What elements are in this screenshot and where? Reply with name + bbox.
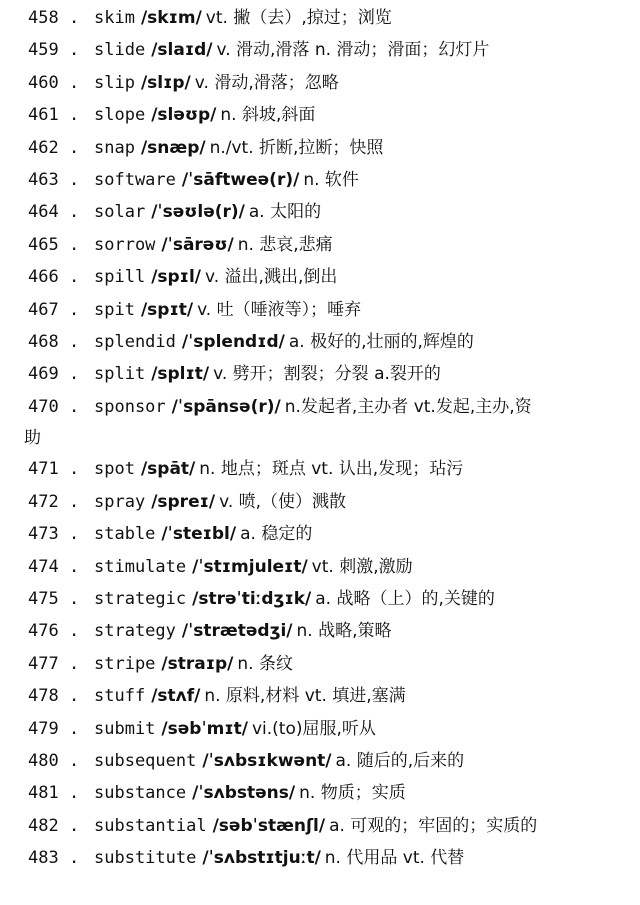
entry-word: stuff xyxy=(94,686,146,707)
vocab-entry-479 xyxy=(0,713,640,745)
vocab-entry-474 xyxy=(0,551,640,583)
vocab-entry-460 xyxy=(0,67,640,99)
vocab-entry-475 xyxy=(0,583,640,615)
entry-definition: vt. 刺激,激励 xyxy=(311,556,413,577)
entry-number: 478 . xyxy=(28,686,80,707)
entry-word: slip xyxy=(94,72,135,93)
vocab-entry-483 xyxy=(0,842,640,874)
vocab-entry-468 xyxy=(0,326,640,358)
entry-definition: vi.(to)屈服,听从 xyxy=(251,718,376,739)
entry-word: split xyxy=(94,364,146,385)
entry-definition: v. 滑动,滑落 n. 滑动；滑面；幻灯片 xyxy=(216,40,490,61)
entry-phonetic: /ˈstrætədʒi/ xyxy=(181,621,293,642)
entry-definition: n. 原料,材料 vt. 填进,塞满 xyxy=(204,686,406,707)
entry-number: 470 . xyxy=(28,396,80,417)
entry-phonetic: /ˈsʌbsɪkwənt/ xyxy=(202,750,332,771)
entry-word: spray xyxy=(94,491,146,512)
entry-number: 477 . xyxy=(28,653,80,674)
entry-definition: n. 地点；斑点 vt. 认出,发现；玷污 xyxy=(199,459,464,480)
entry-definition: n. 悲哀,悲痛 xyxy=(237,234,333,255)
entry-definition: n. 战略,策略 xyxy=(296,621,392,642)
entry-phonetic: /ˈstɪmjuleɪt/ xyxy=(192,556,308,577)
vocab-entry-476 xyxy=(0,615,640,647)
vocab-entry-481 xyxy=(0,777,640,809)
entry-definition: n. 物质；实质 xyxy=(299,783,406,804)
entry-word: spill xyxy=(94,267,146,288)
entry-phonetic: /slɪp/ xyxy=(140,72,191,93)
entry-phonetic: /spāt/ xyxy=(140,459,196,480)
entry-word: submit xyxy=(94,718,156,739)
entry-definition: v. 劈开；割裂；分裂 a.裂开的 xyxy=(213,364,441,385)
entry-number: 475 . xyxy=(28,588,80,609)
entry-number: 462 . xyxy=(28,137,80,158)
entry-phonetic: /slaɪd/ xyxy=(151,40,213,61)
vocab-entry-478 xyxy=(0,680,640,712)
entry-number: 464 . xyxy=(28,202,80,223)
entry-word: spit xyxy=(94,299,135,320)
entry-phonetic: /ˈsāftweə(r)/ xyxy=(181,170,300,191)
entry-definition: a. 稳定的 xyxy=(240,524,313,545)
entry-word: strategic xyxy=(94,588,187,609)
entry-number: 461 . xyxy=(28,105,80,126)
vocab-entry-464 xyxy=(0,196,640,228)
entry-word: subsequent xyxy=(94,750,197,771)
entry-phonetic: /spreɪ/ xyxy=(151,491,216,512)
entry-phonetic: /ˈsārəʊ/ xyxy=(161,234,234,255)
entry-phonetic: /splɪt/ xyxy=(151,364,210,385)
entry-phonetic: /sləʊp/ xyxy=(151,105,217,126)
entry-number: 469 . xyxy=(28,364,80,385)
entry-definition: v. 吐（唾液等）；唾弃 xyxy=(197,299,362,320)
entry-definition: v. 溢出,溅出,倒出 xyxy=(205,267,338,288)
vocab-entry-471 xyxy=(0,453,640,485)
entry-word: strategy xyxy=(94,621,176,642)
vocab-entry-469 xyxy=(0,358,640,390)
entry-word: stable xyxy=(94,524,156,545)
vocab-entry-480 xyxy=(0,745,640,777)
entry-number: 460 . xyxy=(28,72,80,93)
vocab-entry-461 xyxy=(0,99,640,131)
entry-definition: n. 斜坡,斜面 xyxy=(220,105,316,126)
vocab-entry-473 xyxy=(0,518,640,550)
entry-word: substitute xyxy=(94,848,197,869)
entry-word: slope xyxy=(94,105,146,126)
entry-word: sorrow xyxy=(94,234,156,255)
entry-phonetic: /ˈspānsə(r)/ xyxy=(171,396,281,417)
entry-definition: a. 可观的；牢固的；实质的 xyxy=(329,815,538,836)
entry-definition: n. 软件 xyxy=(303,170,359,191)
entry-number: 473 . xyxy=(28,524,80,545)
entry-definition-continuation: 助 xyxy=(24,428,41,449)
entry-number: 482 . xyxy=(28,815,80,836)
entry-definition: vt. 撇（去）,掠过；浏览 xyxy=(205,8,392,28)
vocab-entry-482 xyxy=(0,810,640,842)
entry-phonetic: /spɪl/ xyxy=(151,267,201,288)
entry-definition: n./vt. 折断,拉断；快照 xyxy=(209,137,384,158)
entry-word: skim xyxy=(94,8,135,28)
entry-word: stimulate xyxy=(94,556,187,577)
vocab-entry-462 xyxy=(0,132,640,164)
entry-number: 459 . xyxy=(28,40,80,61)
vocab-entry-472 xyxy=(0,486,640,518)
entry-word: slide xyxy=(94,40,146,61)
entry-phonetic: /ˈsʌbstəns/ xyxy=(192,783,296,804)
entry-number: 465 . xyxy=(28,234,80,255)
entry-phonetic: /ˈsteɪbl/ xyxy=(161,524,237,545)
vocab-entry-465 xyxy=(0,229,640,261)
vocab-entry-477 xyxy=(0,648,640,680)
entry-number: 463 . xyxy=(28,170,80,191)
entry-definition: n.发起者,主办者 vt.发起,主办,资 xyxy=(284,396,532,417)
entry-phonetic: /straɪp/ xyxy=(161,653,234,674)
entry-number: 466 . xyxy=(28,267,80,288)
entry-word: substantial xyxy=(94,815,207,836)
entry-phonetic: /stʌf/ xyxy=(151,686,201,707)
entry-phonetic: /spɪt/ xyxy=(140,299,194,320)
entry-phonetic: /səbˈmɪt/ xyxy=(161,718,248,739)
entry-number: 458 . xyxy=(28,8,80,28)
entry-word: splendid xyxy=(94,332,176,353)
entry-definition: a. 极好的,壮丽的,辉煌的 xyxy=(288,332,474,353)
entry-definition: a. 随后的,后来的 xyxy=(335,750,465,771)
entry-phonetic: /səbˈstænʃl/ xyxy=(212,815,326,836)
entry-number: 483 . xyxy=(28,848,80,869)
entry-phonetic: /skɪm/ xyxy=(140,8,202,28)
entry-number: 476 . xyxy=(28,621,80,642)
entry-definition: v. 滑动,滑落；忽略 xyxy=(194,72,339,93)
entry-phonetic: /strəˈtiːdʒɪk/ xyxy=(192,588,312,609)
vocab-entry-458 xyxy=(0,2,640,34)
entry-number: 467 . xyxy=(28,299,80,320)
entry-word: stripe xyxy=(94,653,156,674)
vocab-entry-470 xyxy=(0,391,640,453)
entry-word: sponsor xyxy=(94,396,166,417)
entry-word: solar xyxy=(94,202,146,223)
entry-number: 474 . xyxy=(28,556,80,577)
entry-definition: n. 代用品 vt. 代替 xyxy=(324,848,465,869)
vocab-entry-467 xyxy=(0,294,640,326)
entry-definition: v. 喷,（使）溅散 xyxy=(219,491,347,512)
entry-definition: a. 战略（上）的,关键的 xyxy=(315,588,495,609)
entry-number: 480 . xyxy=(28,750,80,771)
entry-phonetic: /snæp/ xyxy=(140,137,206,158)
entry-word: substance xyxy=(94,783,187,804)
entry-number: 472 . xyxy=(28,491,80,512)
entry-phonetic: /ˈsʌbstɪtjuːt/ xyxy=(202,848,321,869)
entry-number: 479 . xyxy=(28,718,80,739)
vocab-entry-459 xyxy=(0,34,640,66)
entry-phonetic: /ˈsəʊlə(r)/ xyxy=(151,202,245,223)
vocab-entry-466 xyxy=(0,261,640,293)
vocab-entry-463 xyxy=(0,164,640,196)
entry-number: 481 . xyxy=(28,783,80,804)
entry-definition: a. 太阳的 xyxy=(248,202,322,223)
entry-word: snap xyxy=(94,137,135,158)
entry-number: 471 . xyxy=(28,459,80,480)
entry-definition: n. 条纹 xyxy=(237,653,293,674)
entry-word: software xyxy=(94,170,176,191)
entry-phonetic: /ˈsplendɪd/ xyxy=(181,332,285,353)
entry-word: spot xyxy=(94,459,135,480)
entry-number: 468 . xyxy=(28,332,80,353)
